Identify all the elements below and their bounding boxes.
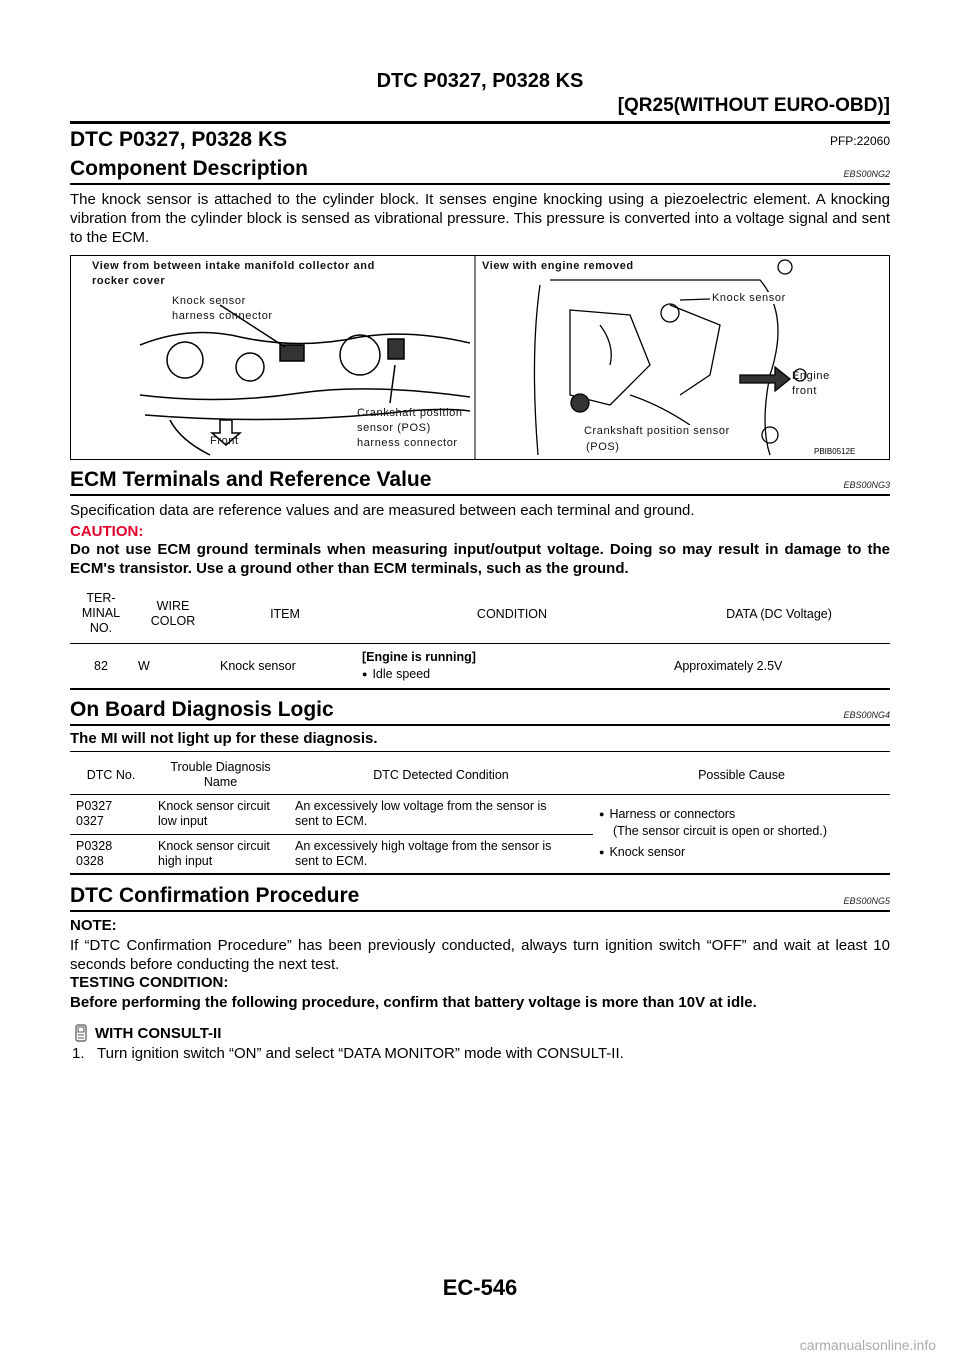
figure-label-ckp-connector-line3: harness connector [357,437,458,449]
table-row [70,643,890,689]
ecm-terminals-intro: Specification data are reference values and are measured between each terminal and ground. [70,502,695,519]
note-label: NOTE: [70,917,117,934]
figure-label-knock-connector-line1: Knock sensor [172,295,246,307]
figure-label-knock-connector-line2: harness connector [172,310,273,322]
figure-label-ckp-connector-line1: Crankshaft position [357,407,463,419]
watermark: carmanualsonline.info [799,1337,936,1353]
figure-label-front: Front [210,435,239,447]
ecm-terminals-heading: ECM Terminals and Reference Value [70,468,432,491]
obd-logic-heading: On Board Diagnosis Logic [70,698,334,721]
consult-icon [72,1024,90,1042]
testing-condition-text: Before performing the following procedure, confirm that battery voltage is more than 10V at idle. [70,994,757,1011]
header-condition: CONDITION [356,585,668,643]
cause-item: ● Harness or connectors [599,806,884,823]
figure-left-title-line2: rocker cover [92,275,166,287]
cause-item-detail: (The sensor circuit is open or shorted.) [613,824,827,839]
component-description-body: The knock sensor is attached to the cylinder block. It senses engine knocking using a piezoelectric element. A knocking vibration from the cylinder block is sensed as vibrational pressure. This pressure is converted into a voltage signal and sent to the ECM. [70,191,890,246]
cell-condition: An excessively high voltage from the sensor is sent to ECM. [289,834,593,874]
figure-label-engine-front-line1: Engine [792,370,830,382]
knock-sensor-location-figure [70,255,890,460]
header-condition: DTC Detected Condition [289,756,593,794]
caution-text: Do not use ECM ground terminals when measuring input/output voltage. Doing so may result in damage to the ECM's transistor. Use a ground other than ECM terminals, such as the ground. [70,541,890,577]
table-top-rule [70,751,890,752]
cell-condition: An excessively low voltage from the sensor is sent to ECM. [289,794,593,834]
page-number: EC-546 [442,1275,518,1300]
cause-item: ● Knock sensor [599,844,884,861]
figure-label-knock-sensor: Knock sensor [712,292,786,304]
dtc-confirmation-heading: DTC Confirmation Procedure [70,884,360,907]
obd-logic-code: EBS00NG4 [843,710,890,720]
header-possible-cause: Possible Cause [593,756,890,794]
cell-condition [356,643,668,689]
cell-data: Approximately 2.5V [668,643,890,689]
dtc-confirmation-code: EBS00NG5 [843,896,890,906]
header-rule [70,121,890,124]
section-rule [70,724,890,726]
header-terminal: TER- MINAL NO. [70,585,132,643]
table-header-row [70,585,890,643]
figure-code: PBIB0512E [814,447,856,456]
figure-illustration [70,255,890,460]
cell-item: Knock sensor [214,643,356,689]
table-header-row [70,756,890,794]
caution-label: CAUTION: [70,523,144,540]
cell-dtc: P0327 0327 [70,794,152,834]
section-title: DTC P0327, P0328 KS [70,128,288,151]
cell-terminal: 82 [70,643,132,689]
header-item: ITEM [214,585,356,643]
table-row [70,794,890,834]
figure-left-title-line1: View from between intake manifold collector and [92,260,375,272]
header-wire-color: WIRE COLOR [132,585,214,643]
component-description-code: EBS00NG2 [843,169,890,179]
cell-wire-color: W [132,643,214,689]
cell-diagnosis-name: Knock sensor circuit low input [152,794,289,834]
header-data: DATA (DC Voltage) [668,585,890,643]
figure-label-engine-front-line2: front [792,385,818,397]
figure-label-ckp-sensor-line1: Crankshaft position sensor [584,425,730,437]
condition-bullet: ● Idle speed [362,666,662,683]
consult-label: WITH CONSULT-II [95,1025,222,1042]
figure-right-title: View with engine removed [482,260,634,272]
cell-dtc: P0328 0328 [70,834,152,874]
ecm-terminal-table [70,585,890,690]
testing-condition-label: TESTING CONDITION: [70,974,229,991]
section-rule [70,494,890,496]
condition-head: [Engine is running] [362,649,476,664]
header-diagnosis-name: Trouble Diagnosis Name [152,756,289,794]
section-rule [70,183,890,185]
running-header-title: DTC P0327, P0328 KS [376,70,584,92]
obd-logic-note: The MI will not light up for these diagnosis. [70,730,378,747]
part-code: PFP:22060 [829,134,890,148]
cell-diagnosis-name: Knock sensor circuit high input [152,834,289,874]
component-description-heading: Component Description [70,157,309,180]
figure-label-ckp-sensor-line2: (POS) [586,441,620,453]
procedure-step-1: 1. Turn ignition switch “ON” and select “DATA MONITOR” mode with CONSULT-II. [72,1045,624,1062]
note-text: If “DTC Confirmation Procedure” has been previously conducted, always turn ignition switch “OFF” and wait at least 10 seconds before conducting the next test. [70,937,890,973]
figure-label-ckp-connector-line2: sensor (POS) [357,422,431,434]
obd-logic-table [70,756,890,875]
cell-possible-cause [593,794,890,874]
ecm-terminals-code: EBS00NG3 [843,480,890,490]
running-header-subtitle: [QR25(WITHOUT EURO-OBD)] [617,95,890,116]
section-rule [70,910,890,912]
header-dtc: DTC No. [70,756,152,794]
